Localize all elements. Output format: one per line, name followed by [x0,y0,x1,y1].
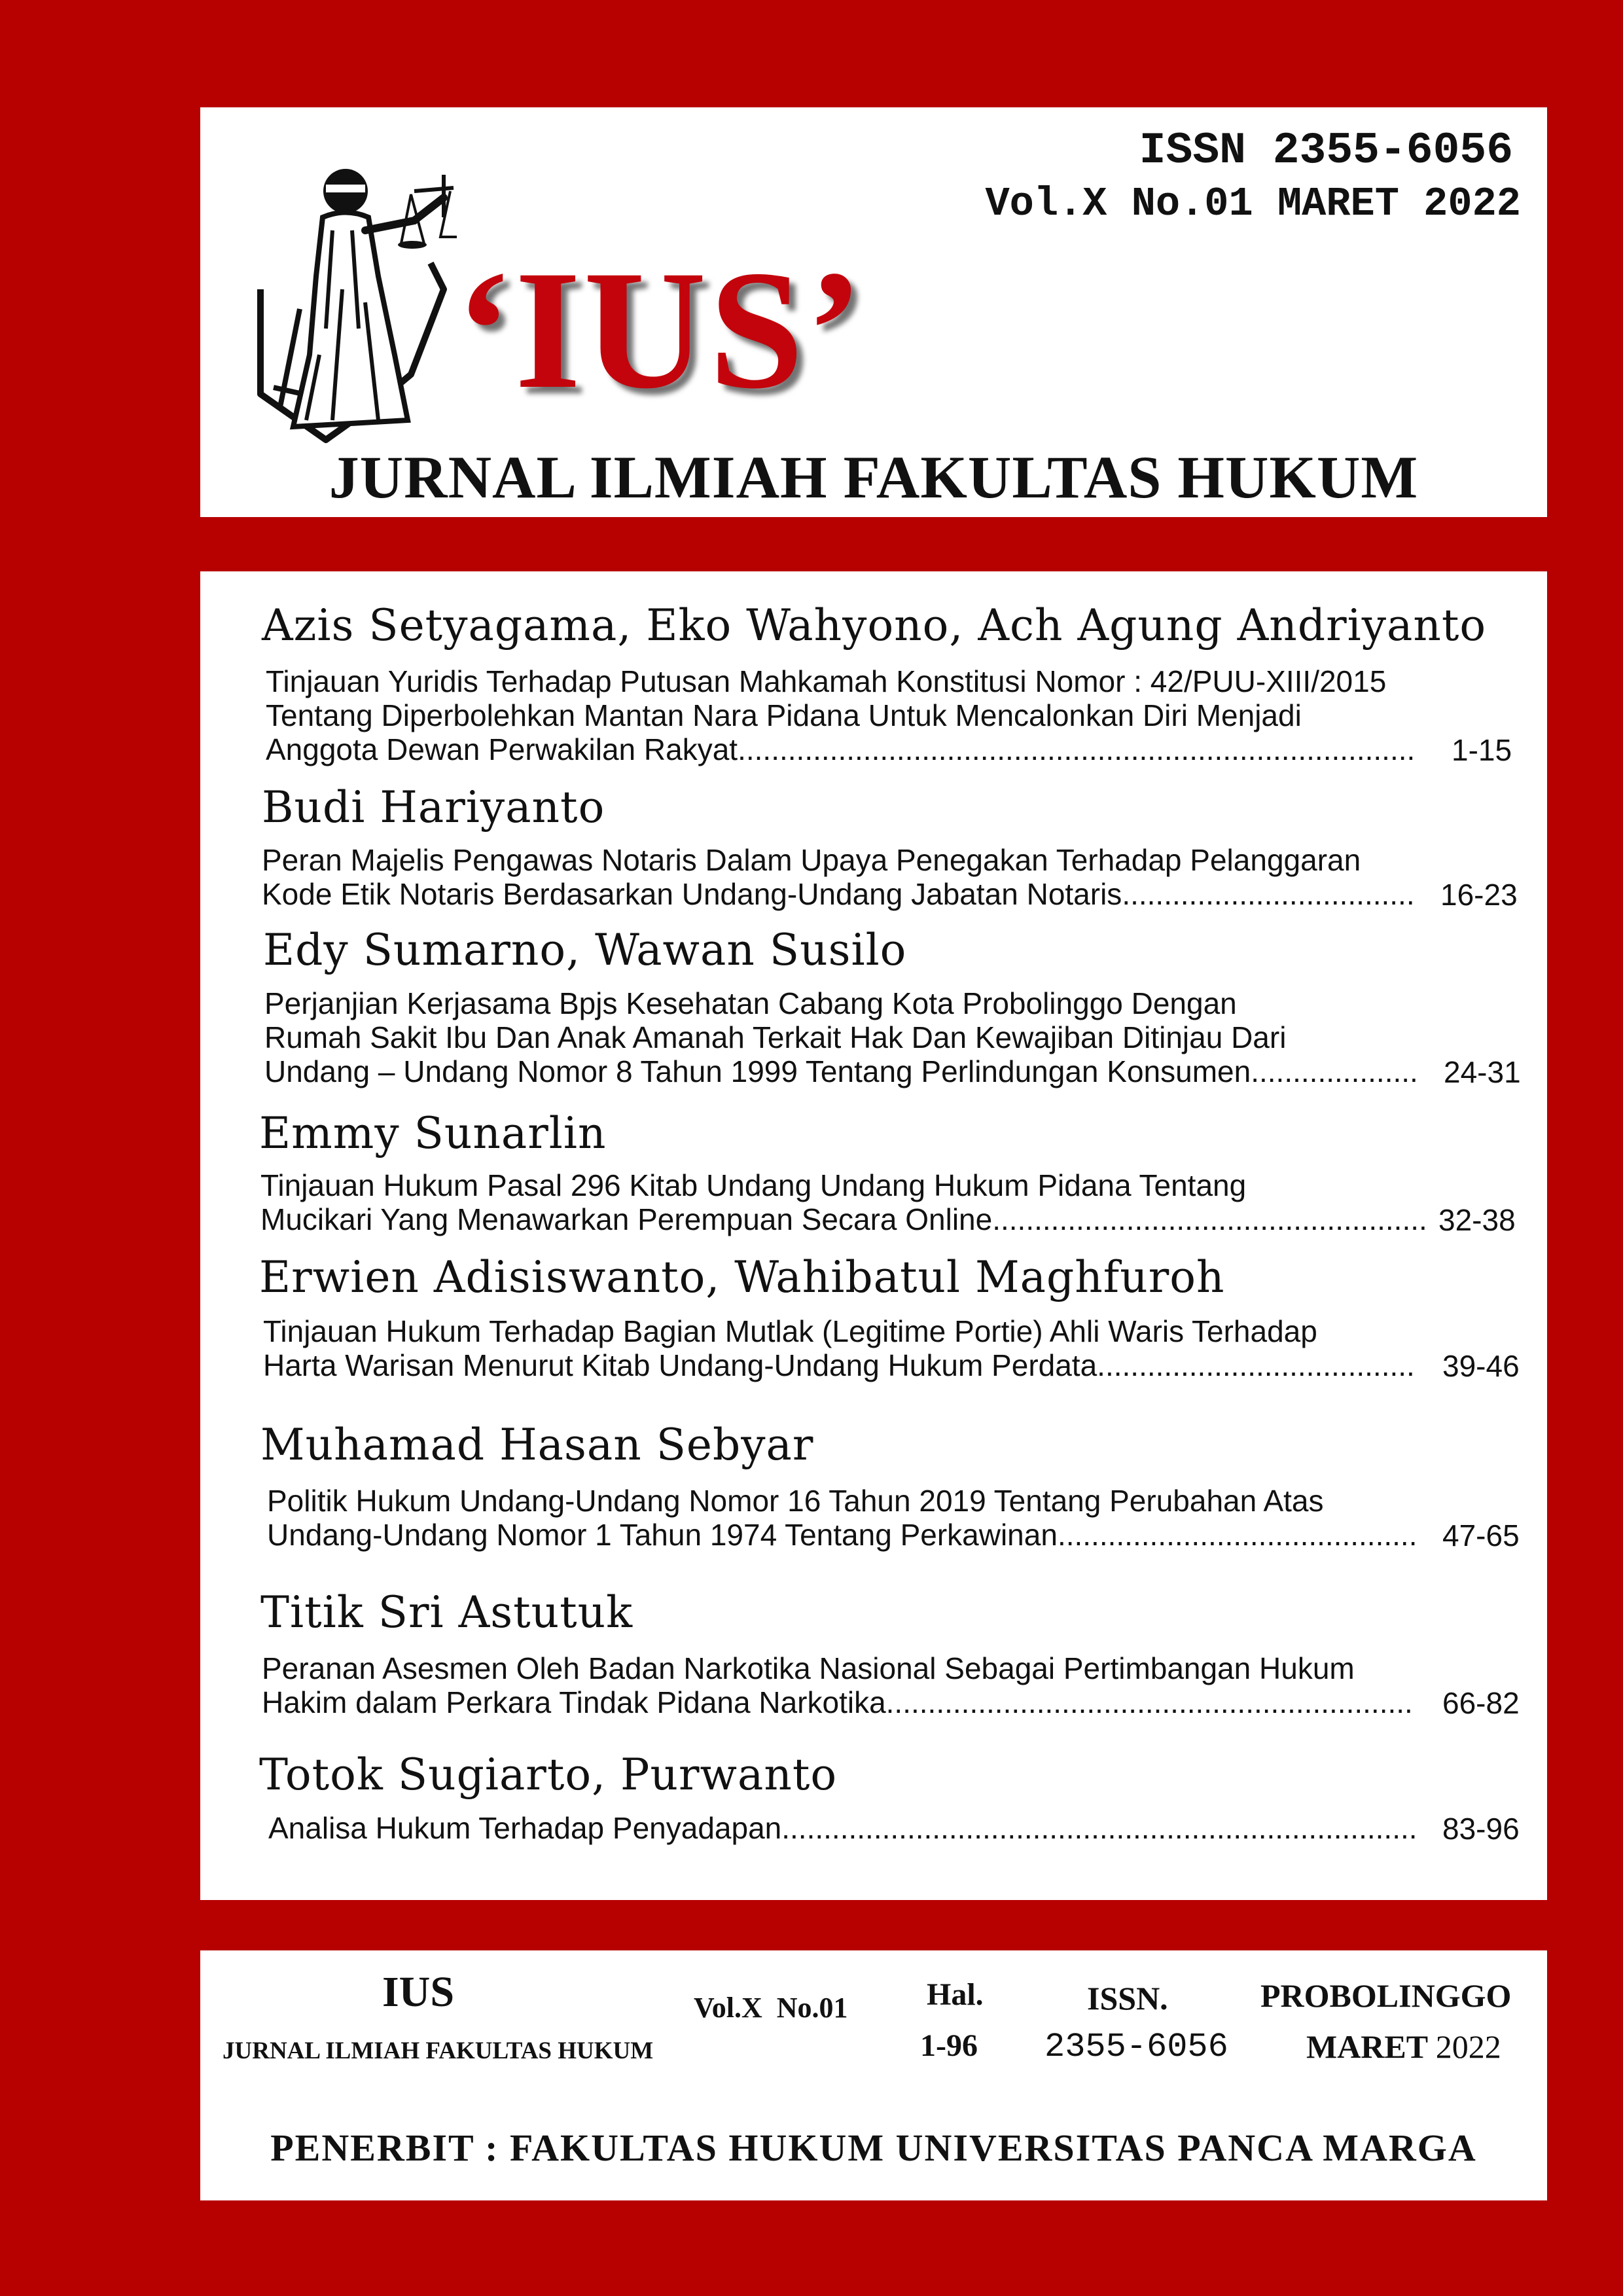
dot-leader [738,732,1414,766]
article-title [260,1168,1478,1236]
article-title [262,843,1505,911]
article-title [263,1314,1480,1382]
page-range: 47-65 [1442,1518,1520,1552]
footer-issn: 2355-6056 [1044,2028,1228,2066]
title-line: Peranan Asesmen Oleh Badan Narkotika Nasional Sebagai Pertimbangan Hukum [262,1651,1355,1685]
volume-info: Vol.X No.01 MARET 2022 [985,181,1521,227]
footer-hal-label: Hal. [927,1977,984,2012]
title-line: Undang-Undang Nomor 1 Tahun 1974 Tentang Perkawinan ..... [267,1518,1416,1552]
dot-leader [1122,877,1414,911]
title-line: Undang – Undang Nomor 8 Tahun 1999 Tentang Perlindungan Konsumen ..... [264,1054,1416,1088]
article-authors: Emmy Sunarlin [259,1108,607,1158]
title-line: Hakim dalam Perkara Tindak Pidana Narkotika ..... [262,1685,1416,1719]
dot-leader [1058,1518,1416,1552]
page-range: 32-38 [1438,1203,1516,1237]
footer-city: PROBOLINGGO [1260,1977,1512,2014]
footer-journal-abbrev: IUS [382,1968,455,2016]
article-authors: Titik Sri Astutuk [260,1587,633,1638]
masthead-panel [200,107,1547,517]
article-authors: Edy Sumarno, Wawan Susilo [263,925,907,975]
dot-leader [992,1202,1425,1236]
title-line: Tinjauan Yuridis Terhadap Putusan Mahkamah Konstitusi Nomor : 42/PUU-XIII/2015 [266,664,1387,698]
title-line: Mucikari Yang Menawarkan Perempuan Secara Online ..... [260,1202,1425,1236]
dot-leader [781,1811,1416,1845]
title-line: Rumah Sakit Ibu Dan Anak Amanah Terkait Hak Dan Kewajiban Ditinjau Dari [264,1020,1287,1054]
lady-justice-icon [254,158,457,446]
publisher-line: PENERBIT : FAKULTAS HUKUM UNIVERSITAS PANCA MARGA [270,2126,1477,2169]
title-line: Kode Etik Notaris Berdasarkan Undang-Undang Jabatan Notaris ..... [262,877,1414,911]
footer-page-range: 1-96 [920,2028,978,2063]
footer-volume: Vol.X No.01 [694,1992,848,2024]
dot-leader [1251,1054,1416,1088]
article-authors: Totok Sugiarto, Purwanto [259,1749,838,1800]
page-range: 83-96 [1442,1812,1520,1846]
page-range: 16-23 [1440,878,1518,912]
issn-number: ISSN 2355-6056 [1139,126,1513,176]
dot-leader [886,1685,1416,1719]
title-line: Tinjauan Hukum Terhadap Bagian Mutlak (Legitime Portie) Ahli Waris Terhadap [263,1314,1317,1348]
footer-journal-name: JURNAL ILMIAH FAKULTAS HUKUM [223,2037,654,2064]
footer-issn-label: ISSN. [1087,1980,1168,2017]
dot-leader [1097,1348,1416,1382]
footer-panel [200,1950,1547,2200]
title-line: Politik Hukum Undang-Undang Nomor 16 Tahun 2019 Tentang Perubahan Atas [267,1484,1324,1518]
table-of-contents [200,571,1547,1900]
title-line: Anggota Dewan Perwakilan Rakyat ..... [266,732,1414,766]
article-authors: Muhamad Hasan Sebyar [260,1420,814,1470]
journal-logo-text: ‘IUS’ [455,236,866,424]
title-line: Harta Warisan Menurut Kitab Undang-Undang Hukum Perdata ..... [263,1348,1416,1382]
title-line: Perjanjian Kerjasama Bpjs Kesehatan Cabang Kota Probolinggo Dengan [264,986,1237,1020]
title-line: Tentang Diperbolehkan Mantan Nara Pidana Untuk Mencalonkan Diri Menjadi [266,698,1302,732]
article-title [266,664,1483,766]
article-authors: Budi Hariyanto [262,782,605,833]
article-authors: Azis Setyagama, Eko Wahyono, Ach Agung Andriyanto [262,600,1487,651]
article-title [267,1484,1484,1552]
article-title [262,1651,1505,1719]
page-range: 1-15 [1452,733,1512,767]
page-range: 39-46 [1442,1349,1520,1383]
article-title [268,1811,1486,1845]
page-range: 66-82 [1442,1686,1520,1720]
title-line: Analisa Hukum Terhadap Penyadapan ..... [268,1811,1416,1845]
title-line: Peran Majelis Pengawas Notaris Dalam Upaya Penegakan Terhadap Pelanggaran [262,843,1361,877]
article-authors: Erwien Adisiswanto, Wahibatul Maghfuroh [259,1252,1225,1302]
journal-name: JURNAL ILMIAH FAKULTAS HUKUM [329,444,1419,511]
article-title [264,986,1482,1088]
footer-date: MARET 2022 [1306,2028,1501,2065]
title-line: Tinjauan Hukum Pasal 296 Kitab Undang Undang Hukum Pidana Tentang [260,1168,1247,1202]
page-range: 24-31 [1444,1055,1521,1089]
